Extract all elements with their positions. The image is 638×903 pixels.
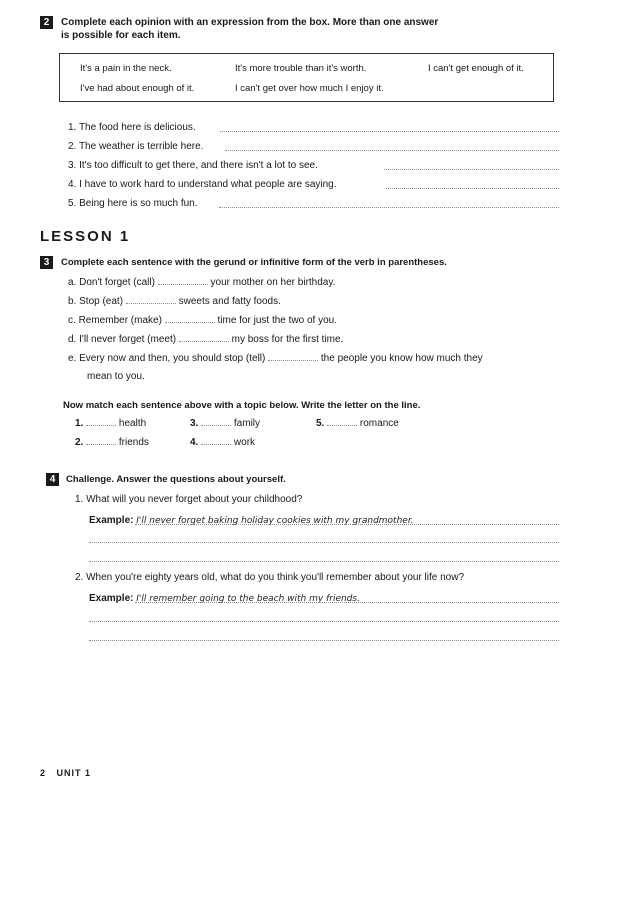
topic-number: 1. xyxy=(75,418,84,429)
ex3-item-e-continued: mean to you. xyxy=(87,371,145,382)
item-before: I'll never forget (meet) xyxy=(79,334,177,345)
example-underline xyxy=(135,524,559,525)
topic-item xyxy=(190,416,260,430)
answer-line[interactable] xyxy=(384,169,559,170)
answer-line[interactable] xyxy=(89,542,559,543)
ex2-item: 4. I have to work hard to understand what people are saying. xyxy=(68,179,337,190)
exercise-3-number: 3 xyxy=(40,256,53,269)
ex3-item-b xyxy=(68,294,281,308)
ex4-question-2: 2. When you're eighty years old, what do you think you'll remember about your life now? xyxy=(75,572,465,583)
topic-item xyxy=(316,416,399,430)
ex3-item-c xyxy=(68,313,337,327)
box-phrase: It's a pain in the neck. xyxy=(80,63,172,74)
topic-blank[interactable] xyxy=(201,416,231,426)
answer-blank[interactable] xyxy=(179,332,229,342)
answer-line[interactable] xyxy=(89,621,559,622)
ex2-item: 1. The food here is delicious. xyxy=(68,122,196,133)
topic-label: health xyxy=(118,418,147,429)
ex2-item: 5. Being here is so much fun. xyxy=(68,198,198,209)
expression-box xyxy=(59,53,554,102)
item-after: time for just the two of you. xyxy=(217,315,337,326)
answer-line[interactable] xyxy=(89,561,559,562)
ex2-item: 3. It's too difficult to get there, and there isn't a lot to see. xyxy=(68,160,318,171)
example-answer: I'll remember going to the beach with my friends. xyxy=(136,594,360,604)
example-answer: I'll never forget baking holiday cookies with my grandmother. xyxy=(136,516,414,526)
box-phrase: I've had about enough of it. xyxy=(80,83,195,94)
answer-line[interactable] xyxy=(386,188,559,189)
item-before: Remember (make) xyxy=(78,315,162,326)
exercise-4-instruction: Challenge. Answer the questions about yourself. xyxy=(66,474,286,485)
topic-item xyxy=(190,435,255,449)
topic-blank[interactable] xyxy=(86,416,116,426)
item-letter: b. xyxy=(68,296,77,307)
item-before: Don't forget (call) xyxy=(79,277,155,288)
answer-blank[interactable] xyxy=(126,294,176,304)
item-after: my boss for the first time. xyxy=(231,334,344,345)
topic-number: 4. xyxy=(190,437,199,448)
instruction-line-1: Complete each opinion with an expression from the box. More than one answer xyxy=(61,17,439,28)
topic-label: work xyxy=(233,437,256,448)
topic-label: family xyxy=(233,418,261,429)
ex4-example-1 xyxy=(89,514,414,528)
topic-blank[interactable] xyxy=(86,435,116,445)
ex3-item-d xyxy=(68,332,343,346)
topic-label: friends xyxy=(118,437,149,448)
answer-blank[interactable] xyxy=(268,351,318,361)
topic-number: 2. xyxy=(75,437,84,448)
topic-number: 5. xyxy=(316,418,325,429)
instruction-line-2: is possible for each item. xyxy=(61,30,181,41)
item-letter: e. xyxy=(68,353,77,364)
match-instruction: Now match each sentence above with a topic below. Write the letter on the line. xyxy=(63,400,421,411)
ex4-example-2 xyxy=(89,592,360,606)
item-letter: d. xyxy=(68,334,77,345)
answer-line[interactable] xyxy=(225,150,559,151)
ex4-question-1: 1. What will you never forget about your childhood? xyxy=(75,494,303,505)
exercise-4-number: 4 xyxy=(46,473,59,486)
box-phrase: I can't get enough of it. xyxy=(428,63,524,74)
item-after: your mother on her birthday. xyxy=(210,277,336,288)
topic-label: romance xyxy=(359,418,399,429)
box-phrase: I can't get over how much I enjoy it. xyxy=(235,83,384,94)
exercise-2-number: 2 xyxy=(40,16,53,29)
answer-line[interactable] xyxy=(89,640,559,641)
item-letter: c. xyxy=(68,315,76,326)
ex3-item-e xyxy=(68,351,483,365)
answer-blank[interactable] xyxy=(165,313,215,323)
topic-blank[interactable] xyxy=(201,435,231,445)
topic-item xyxy=(75,435,149,449)
item-letter: a. xyxy=(68,277,77,288)
example-label: Example: xyxy=(89,515,134,526)
ex2-item: 2. The weather is terrible here. xyxy=(68,141,204,152)
answer-line[interactable] xyxy=(220,131,559,132)
item-before: Stop (eat) xyxy=(79,296,124,307)
page-footer: 2 UNIT 1 xyxy=(40,768,92,778)
topic-blank[interactable] xyxy=(327,416,357,426)
ex3-item-a xyxy=(68,275,335,289)
topic-number: 3. xyxy=(190,418,199,429)
example-label: Example: xyxy=(89,593,134,604)
exercise-3-instruction: Complete each sentence with the gerund or infinitive form of the verb in parentheses. xyxy=(61,257,447,268)
exercise-2-instruction xyxy=(61,16,438,42)
item-before: Every now and then, you should stop (tell) xyxy=(79,353,266,364)
box-phrase: It's more trouble than it's worth. xyxy=(235,63,367,74)
item-after: sweets and fatty foods. xyxy=(178,296,281,307)
lesson-heading: LESSON 1 xyxy=(40,228,131,245)
item-after: the people you know how much they xyxy=(320,353,483,364)
topic-item xyxy=(75,416,146,430)
example-underline xyxy=(135,602,559,603)
answer-blank[interactable] xyxy=(158,275,208,285)
answer-line[interactable] xyxy=(219,207,559,208)
